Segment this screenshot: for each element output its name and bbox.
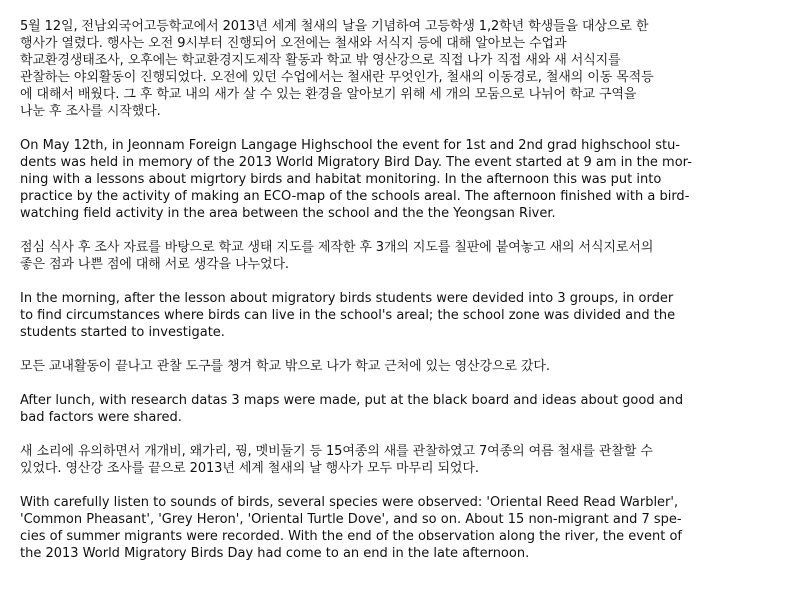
paragraph-english-bird-observation: With carefully listen to sounds of birds, several species were observed: 'Oriental Reed Read Warbler', 'Common Pheasant', 'Grey Heron', 'Oriental Turtle Dove', and so on. About 15 non-migrant and 7 spe- cies of summer migrants were recorded. With the end of the observation along the river, the event of the 2013 World Migratory Birds Day had come to an end in the late afternoon. [20, 495, 682, 561]
paragraph-korean-event-intro: 5월 12일, 전남외국어고등학교에서 2013년 세계 철새의 날을 기념하여 고등학생 1,2학년 학생들을 대상으로 한 행사가 열렸다. 행사는 오전 9시부터 진행되어 오전에는 철새와 서식지 등에 대해 알아보는 수업과 학교환경생태조사, 오후에는 학교환경지도제작 활동과 학교 밖 영산강으로 직접 나가 직접 새와 새 서식지를 관찰하는 야외활동이 진행되었다. 오전에 있던 수업에서는 철새란 무엇인가, 철새의 이동경로, 철새의 이동 목적등 에 대해서 배웠다. 그 후 학교 내의 새가 살 수 있는 환경을 알아보기 위해 세 개의 모둠으로 나뉘어 학교 구역을 나눈 후 조사를 시작했다. [20, 19, 654, 119]
paragraph-english-after-lunch: After lunch, with research datas 3 maps were made, put at the black board and ideas about good and bad factors were shared. [20, 393, 684, 425]
paragraph-korean-bird-observation: 새 소리에 유의하면서 개개비, 왜가리, 꿩, 멧비둘기 등 15여종의 새를 관찰하였고 7여종의 여름 철새를 관찰할 수 있었다. 영산강 조사를 끝으로 2013년 세계 철새의 날 행사가 모두 마무리 되었다. [20, 444, 653, 476]
paragraph-korean-eco-map: 점심 식사 후 조사 자료를 바탕으로 학교 생태 지도를 제작한 후 3개의 지도를 칠판에 붙여놓고 새의 서식지로서의 좋은 점과 나쁜 점에 대해 서로 생각을 나누었다. [20, 240, 654, 272]
paragraph-english-event-intro: On May 12th, in Jeonnam Foreign Langage Highschool the event for 1st and 2nd grad highschool stu- dents was held in memory of the 2013 World Migratory Bird Day. The event started at 9 am in the mor- ning with a lessons about migrtory birds and habitat monitoring. In the afternoon this was put into practice by the activity of making an ECO-map of the schools areal. The afternoon finished with a bird- watching field activity in the area between the school and the the Yeongsan River. [20, 138, 692, 221]
document-body [20, 18, 780, 579]
paragraph-korean-river-trip: 모든 교내활동이 끝나고 관찰 도구를 챙겨 학교 밖으로 나가 학교 근처에 있는 영산강으로 갔다. [20, 359, 550, 374]
paragraph-english-morning-groups: In the morning, after the lesson about migratory birds students were devided into 3 groups, in order to find circumstances where birds can live in the school's areal; the school zone was divided and the students started to investigate. [20, 291, 676, 340]
